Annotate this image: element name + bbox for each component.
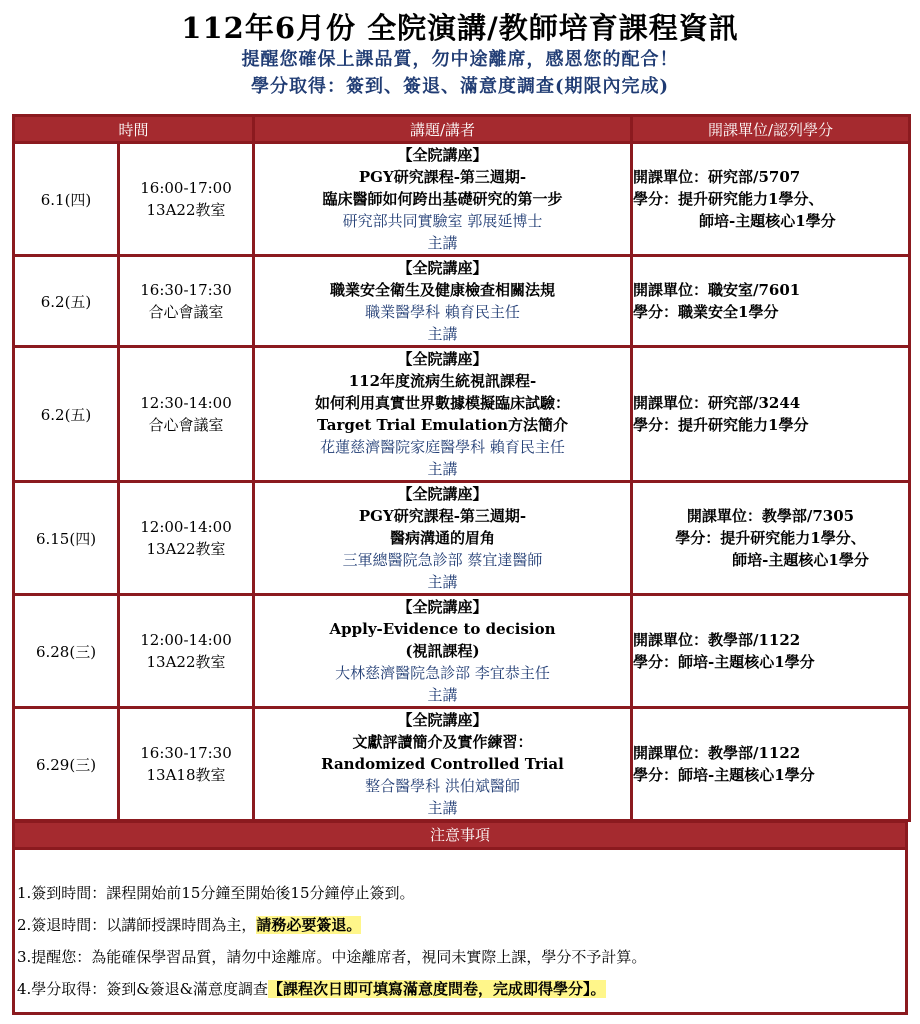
course-unit: 開課單位：教學部/7305 — [686, 507, 855, 525]
lecture-speaker: 花蓮慈濟醫院家庭醫學科 賴育民主任 — [320, 438, 565, 456]
lecture-title: 醫病溝通的眉角 — [390, 529, 496, 547]
course-credit: 學分：提升研究能力1學分、 — [633, 190, 824, 208]
lecture-title: 職業安全衛生及健康檢查相關法規 — [330, 281, 556, 299]
row-room: 13A22教室 — [146, 653, 226, 671]
lecture-tag: 【全院講座】 — [397, 350, 488, 368]
course-unit: 開課單位：研究部/3244 — [633, 394, 801, 412]
lecture-role: 主講 — [427, 686, 458, 704]
row-room: 合心會議室 — [148, 303, 224, 321]
course-unit: 開課單位：職安室/7601 — [633, 281, 801, 299]
table-row — [14, 256, 910, 347]
lecture-title: 文獻評讀簡介及實作練習： — [352, 733, 533, 751]
course-credit: 學分：提升研究能力1學分、 — [675, 529, 866, 547]
course-credit: 學分：師培-主題核心1學分 — [633, 653, 815, 671]
row-time: 16:30-17:30 — [140, 281, 232, 299]
row-topic-cell — [254, 347, 632, 482]
table-row — [14, 708, 910, 821]
row-time-cell — [119, 482, 254, 595]
lecture-role: 主講 — [427, 325, 458, 343]
note-reminder: 3.提醒您：為能確保學習品質，請勿中途離席。中途離席者，視同未實際上課，學分不予計算。 — [17, 948, 647, 966]
row-time: 12:30-14:00 — [140, 394, 232, 412]
col-header-unit: 開課單位/認列學分 — [632, 116, 910, 143]
row-date: 6.28(三) — [14, 595, 119, 708]
row-topic-cell — [254, 482, 632, 595]
row-unit-cell — [632, 143, 910, 256]
lecture-title: Apply-Evidence to decision — [329, 620, 556, 638]
row-date: 6.15(四) — [14, 482, 119, 595]
row-topic-cell — [254, 256, 632, 347]
row-unit-cell — [632, 482, 910, 595]
table-row — [14, 482, 910, 595]
row-time-cell — [119, 143, 254, 256]
lecture-tag: 【全院講座】 — [397, 146, 488, 164]
course-credit: 師培-主題核心1學分 — [732, 551, 869, 569]
course-unit: 開課單位：教學部/1122 — [633, 744, 801, 762]
lecture-tag: 【全院講座】 — [397, 711, 488, 729]
row-time-cell — [119, 256, 254, 347]
page-title: 112年6月份 全院演講/教師培育課程資訊 — [181, 11, 739, 45]
notes-list — [17, 877, 646, 1005]
table-row — [14, 143, 910, 256]
row-room: 13A22教室 — [146, 540, 226, 558]
lecture-tag: 【全院講座】 — [397, 485, 488, 503]
note-credit-highlight: 【課程次日即可填寫滿意度問卷，完成即得學分】。 — [268, 980, 606, 998]
lecture-title: PGY研究課程-第三週期- — [358, 168, 527, 186]
row-date: 6.29(三) — [14, 708, 119, 821]
schedule-table — [12, 114, 911, 822]
course-credit: 學分：師培-主題核心1學分 — [633, 766, 815, 784]
lecture-speaker: 整合醫學科 洪伯斌醫師 — [365, 777, 520, 795]
row-unit-cell — [632, 708, 910, 821]
row-time-cell — [119, 347, 254, 482]
note-checkout-highlight: 請務必要簽退。 — [256, 916, 362, 934]
lecture-speaker: 職業醫學科 賴育民主任 — [365, 303, 520, 321]
row-topic-cell — [254, 708, 632, 821]
row-time: 16:00-17:00 — [140, 179, 232, 197]
lecture-title: 如何利用真實世界數據模擬臨床試驗： — [315, 394, 571, 412]
note-credit-text: 4.學分取得：簽到&簽退&滿意度調查 — [17, 980, 269, 998]
row-unit-cell — [632, 256, 910, 347]
row-time-cell — [119, 708, 254, 821]
note-checkout-text: 2.簽退時間：以講師授課時間為主， — [17, 916, 257, 934]
row-room: 13A18教室 — [146, 766, 226, 784]
lecture-title: 臨床醫師如何跨出基礎研究的第一步 — [322, 190, 563, 208]
lecture-tag: 【全院講座】 — [397, 598, 488, 616]
lecture-title: Randomized Controlled Trial — [321, 755, 564, 773]
row-time-cell — [119, 595, 254, 708]
row-time: 12:00-14:00 — [140, 631, 232, 649]
row-date: 6.1(四) — [14, 143, 119, 256]
table-header-row — [14, 116, 910, 143]
row-topic-cell — [254, 143, 632, 256]
course-unit: 開課單位：教學部/1122 — [633, 631, 801, 649]
lecture-speaker: 研究部共同實驗室 郭展延博士 — [342, 212, 543, 230]
notes-header: 注意事項 — [15, 823, 905, 850]
lecture-role: 主講 — [427, 460, 458, 478]
lecture-title: (視訊課程) — [405, 642, 480, 660]
notes-section — [12, 820, 908, 1015]
note-checkout — [17, 909, 646, 941]
row-date: 6.2(五) — [14, 347, 119, 482]
row-room: 13A22教室 — [146, 201, 226, 219]
row-time: 16:30-17:30 — [140, 744, 232, 762]
course-credit: 師培-主題核心1學分 — [699, 212, 836, 230]
lecture-title: 112年度流病生統視訊課程- — [348, 372, 537, 390]
lecture-tag: 【全院講座】 — [397, 259, 488, 277]
lecture-title: PGY研究課程-第三週期- — [358, 507, 527, 525]
table-row — [14, 347, 910, 482]
note-credit — [17, 973, 646, 1005]
row-date: 6.2(五) — [14, 256, 119, 347]
table-row — [14, 595, 910, 708]
row-room: 合心會議室 — [148, 416, 224, 434]
row-unit-cell — [632, 347, 910, 482]
note-checkin: 1.簽到時間：課程開始前15分鐘至開始後15分鐘停止簽到。 — [17, 884, 415, 902]
row-unit-cell — [632, 595, 910, 708]
row-topic-cell — [254, 595, 632, 708]
course-credit: 學分：職業安全1學分 — [633, 303, 779, 321]
lecture-speaker: 三軍總醫院急診部 蔡宜達醫師 — [342, 551, 543, 569]
lecture-role: 主講 — [427, 234, 458, 252]
col-header-topic: 講題/講者 — [254, 116, 632, 143]
col-header-time: 時間 — [14, 116, 254, 143]
reminder-subtitle: 提醒您確保上課品質，勿中途離席，感恩您的配合！ — [241, 49, 679, 70]
lecture-role: 主講 — [427, 573, 458, 591]
course-credit: 學分：提升研究能力1學分 — [633, 416, 809, 434]
lecture-role: 主講 — [427, 799, 458, 817]
lecture-speaker: 大林慈濟醫院急診部 李宜恭主任 — [335, 664, 550, 682]
credit-subtitle: 學分取得：簽到、簽退、滿意度調查(期限內完成) — [250, 76, 670, 97]
row-time: 12:00-14:00 — [140, 518, 232, 536]
lecture-title: Target Trial Emulation方法簡介 — [317, 416, 569, 434]
course-unit: 開課單位：研究部/5707 — [633, 168, 801, 186]
